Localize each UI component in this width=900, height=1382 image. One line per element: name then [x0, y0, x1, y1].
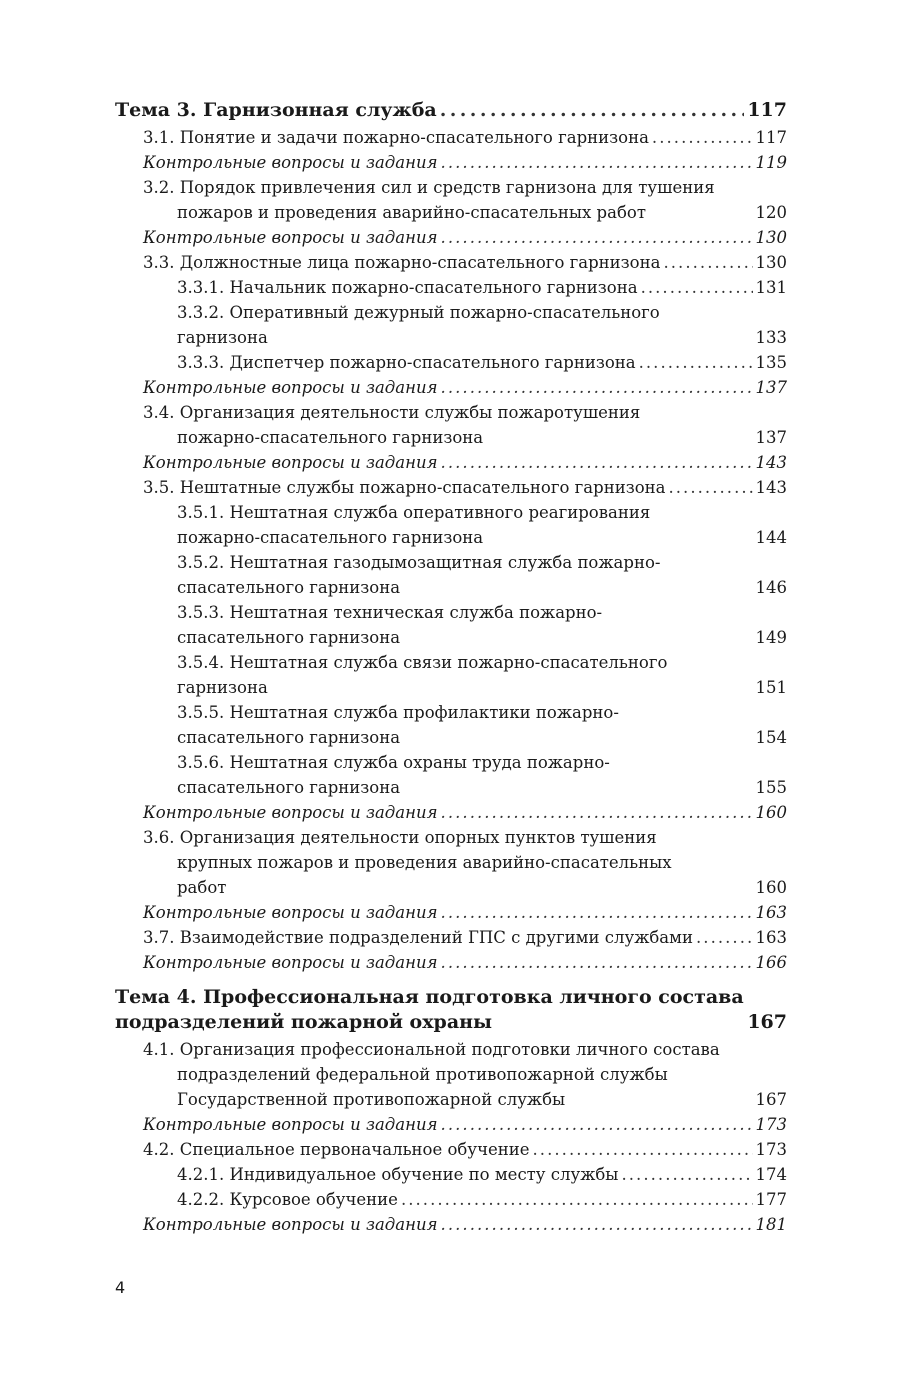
page-ref: 149 — [755, 628, 787, 647]
toc-section-4-2-2: 4.2.2. Курсовое обучение . . . 177 — [115, 1187, 787, 1212]
toc-section-3-5-4: 3.5.4. Нештатная служба связи пожарно-спасательного гарнизона 151 — [115, 650, 787, 700]
toc-section-3-1: 3.1. Понятие и задачи пожарно-спасательного гарнизона . . . 117 — [115, 125, 787, 150]
leader-dots — [440, 98, 745, 123]
toc-questions: Контрольные вопросы и задания . . . 181 — [115, 1212, 787, 1237]
page-ref: 119 — [755, 153, 787, 172]
toc-questions: Контрольные вопросы и задания . . . 173 — [115, 1112, 787, 1137]
leader-dots — [441, 150, 753, 175]
toc-section-3-3-3: 3.3.3. Диспетчер пожарно-спасательного гарнизона . . . 135 — [115, 350, 787, 375]
leader-dots — [668, 475, 752, 500]
toc-questions: Контрольные вопросы и задания . . . 119 — [115, 150, 787, 175]
page-ref: 163 — [755, 928, 787, 947]
toc-questions: Контрольные вопросы и задания . . . 143 — [115, 450, 787, 475]
leader-dots — [441, 950, 753, 975]
page-number: 4 — [115, 1278, 126, 1297]
toc-section-4-2-1: 4.2.1. Индивидуальное обучение по месту службы . . . 174 — [115, 1162, 787, 1187]
leader-dots — [641, 275, 753, 300]
toc-questions: Контрольные вопросы и задания . . . 137 — [115, 375, 787, 400]
toc-section-3-7: 3.7. Взаимодействие подразделений ГПС с другими службами . . . 163 — [115, 925, 787, 950]
page-ref: 144 — [755, 528, 787, 547]
page-ref: 146 — [755, 578, 787, 597]
toc-questions: Контрольные вопросы и задания . . . 166 — [115, 950, 787, 975]
leader-dots — [441, 375, 753, 400]
page-ref: 117 — [747, 99, 787, 121]
leader-dots — [441, 450, 753, 475]
page-ref: 154 — [755, 728, 787, 747]
toc-questions: Контрольные вопросы и задания . . . 130 — [115, 225, 787, 250]
toc-section-3-5-2: 3.5.2. Нештатная газодымозащитная служба пожарно- спасательного гарнизона 146 — [115, 550, 787, 600]
page-ref: 143 — [755, 478, 787, 497]
page-ref: 177 — [755, 1190, 787, 1209]
leader-dots — [696, 925, 753, 950]
leader-dots — [663, 250, 752, 275]
page-ref: 135 — [755, 353, 787, 372]
page-ref: 131 — [755, 278, 787, 297]
toc-section-3-3-1: 3.3.1. Начальник пожарно-спасательного гарнизона . . . 131 — [115, 275, 787, 300]
page-ref: 160 — [755, 803, 787, 822]
toc-section-4-1: 4.1. Организация профессиональной подготовки личного состава подразделений федеральной противопожарной службы Государственной противопожарной службы 167 — [115, 1037, 787, 1112]
toc-section-3-4: 3.4. Организация деятельности службы пожаротушения пожарно-спасательного гарнизона 137 — [115, 400, 787, 450]
page-ref: 117 — [755, 128, 787, 147]
page-ref: 155 — [755, 778, 787, 797]
page-ref: 174 — [755, 1165, 787, 1184]
page-ref: 151 — [755, 678, 787, 697]
toc-section-3-3-2: 3.3.2. Оперативный дежурный пожарно-спасательного гарнизона 133 — [115, 300, 787, 350]
toc-section-4-2: 4.2. Специальное первоначальное обучение . . . 173 — [115, 1137, 787, 1162]
page-ref: 120 — [755, 203, 787, 222]
leader-dots — [533, 1137, 753, 1162]
page-ref: 173 — [755, 1115, 787, 1134]
leader-dots — [639, 350, 753, 375]
toc-section-3-5-1: 3.5.1. Нештатная служба оперативного реагирования пожарно-спасательного гарнизона 144 — [115, 500, 787, 550]
page-ref: 133 — [755, 328, 787, 347]
page-ref: 130 — [755, 228, 787, 247]
toc-section-3-2: 3.2. Порядок привлечения сил и средств гарнизона для тушения пожаров и проведения аварийно-спасательных работ 120 — [115, 175, 787, 225]
page-ref: 143 — [755, 453, 787, 472]
toc-section-3-5-5: 3.5.5. Нештатная служба профилактики пожарно- спасательного гарнизона 154 — [115, 700, 787, 750]
page-ref: 181 — [755, 1215, 787, 1234]
page-ref: 137 — [755, 428, 787, 447]
page-ref: 130 — [755, 253, 787, 272]
page-ref: 167 — [755, 1090, 787, 1109]
page-ref: 167 — [747, 1011, 787, 1033]
page-ref: 173 — [755, 1140, 787, 1159]
leader-dots — [441, 1212, 753, 1237]
toc-section-3-6: 3.6. Организация деятельности опорных пунктов тушения крупных пожаров и проведения аварийно-спасательных работ 160 — [115, 825, 787, 900]
toc-topic-4: Тема 4. Профессиональная подготовка личного состава подразделений пожарной охраны 167 — [115, 986, 787, 1033]
page-ref: 166 — [755, 953, 787, 972]
leader-dots — [441, 900, 753, 925]
leader-dots — [401, 1187, 753, 1212]
toc-questions: Контрольные вопросы и задания . . . 163 — [115, 900, 787, 925]
toc-questions: Контрольные вопросы и задания . . . 160 — [115, 800, 787, 825]
table-of-contents — [115, 98, 787, 1237]
leader-dots — [621, 1162, 752, 1187]
page-ref: 137 — [755, 378, 787, 397]
leader-dots — [441, 800, 753, 825]
toc-topic-3: Тема 3. Гарнизонная служба . . . 117 — [115, 98, 787, 123]
toc-section-3-5-6: 3.5.6. Нештатная служба охраны труда пожарно- спасательного гарнизона 155 — [115, 750, 787, 800]
leader-dots — [441, 1112, 753, 1137]
page-ref: 160 — [755, 878, 787, 897]
leader-dots — [441, 225, 753, 250]
toc-section-3-5: 3.5. Нештатные службы пожарно-спасательного гарнизона . . . 143 — [115, 475, 787, 500]
leader-dots — [652, 125, 753, 150]
page-ref: 163 — [755, 903, 787, 922]
toc-section-3-5-3: 3.5.3. Нештатная техническая служба пожарно- спасательного гарнизона 149 — [115, 600, 787, 650]
toc-section-3-3: 3.3. Должностные лица пожарно-спасательного гарнизона . . . 130 — [115, 250, 787, 275]
